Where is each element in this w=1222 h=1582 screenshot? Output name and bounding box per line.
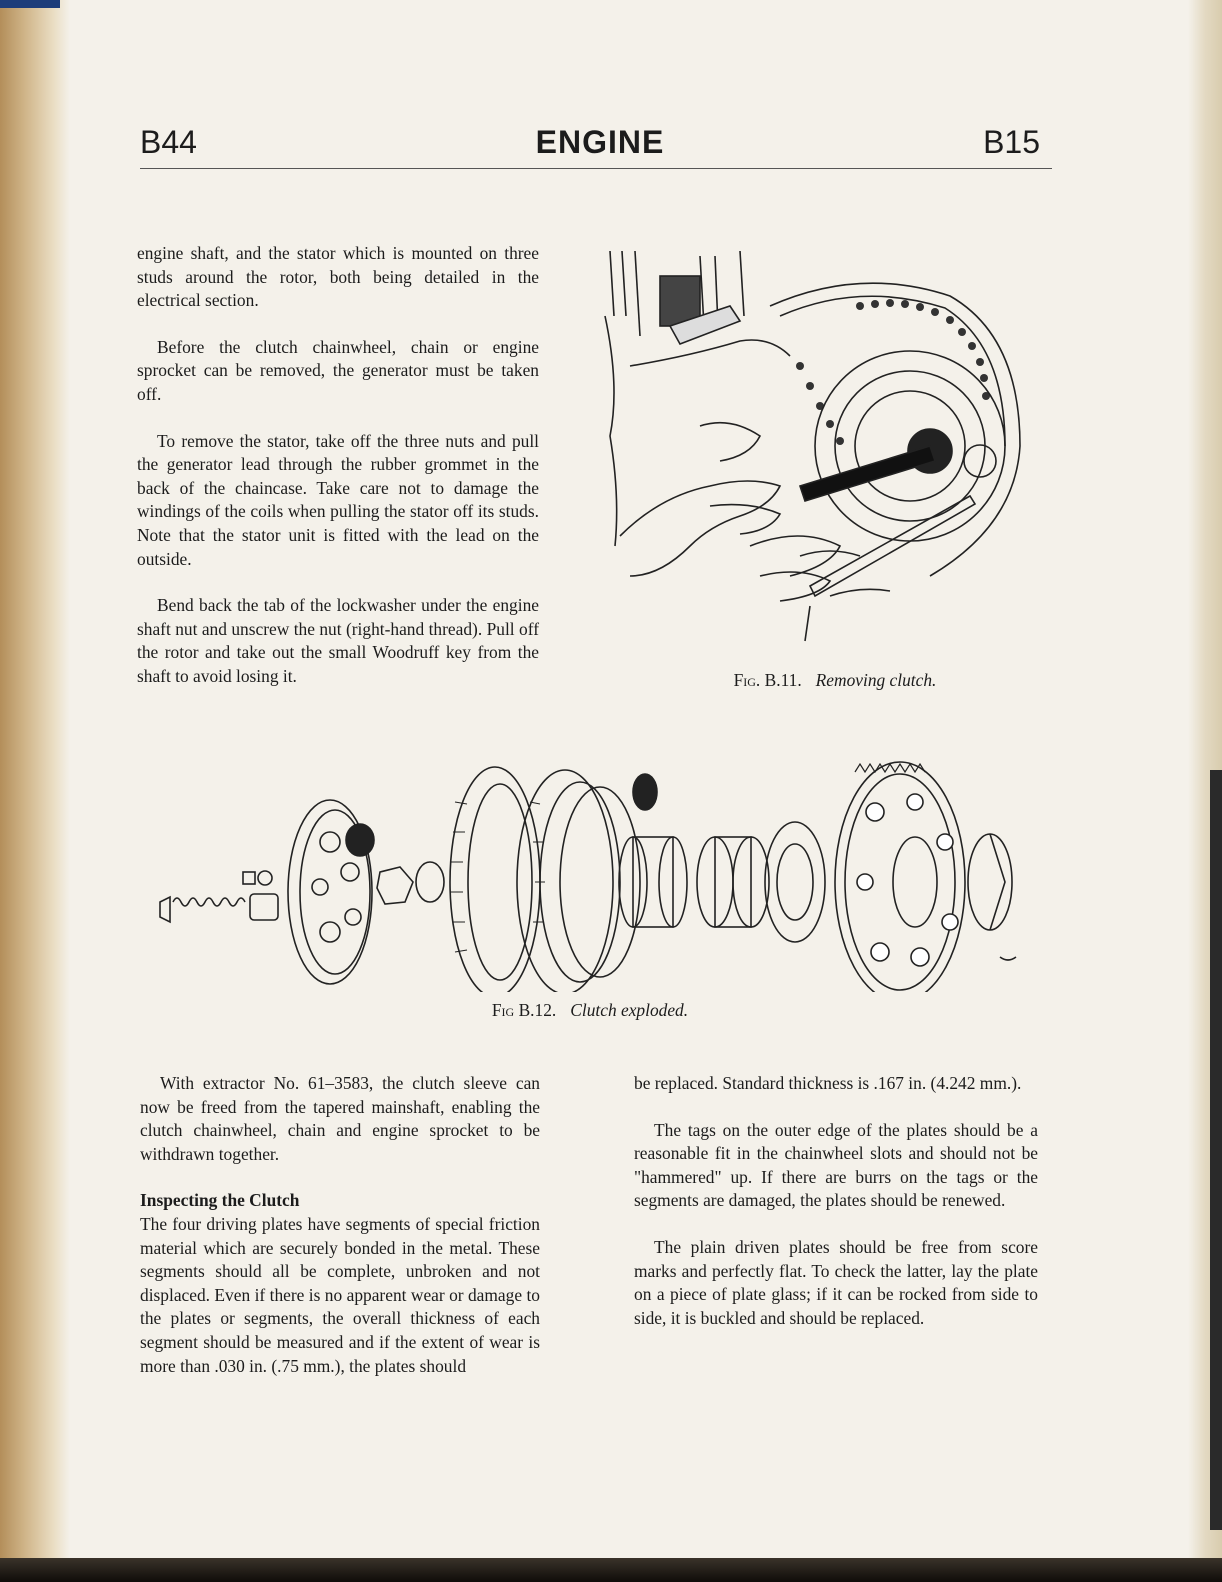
paragraph: With extractor No. 61–3583, the clutch sleeve can now be freed from the tapered mainshaft, enabling the clutch chainwheel, chain and engine sprocket to be withdrawn together. [140, 1073, 540, 1164]
figure1-caption-text: Removing clutch. [815, 670, 937, 690]
header-page-number: B15 [983, 124, 1040, 160]
section-heading: Inspecting the Clutch [140, 1190, 300, 1211]
figure2-caption [300, 1000, 880, 1021]
removing-clutch-illustration [600, 246, 1030, 646]
figure-clutch-exploded [155, 742, 1025, 992]
paragraph: engine shaft, and the stator which is mounted on three studs around the rotor, both being detailed in the electrical section. [137, 243, 539, 311]
scan-corner-mark [0, 0, 60, 8]
figure1-label: Fig. B.11. [733, 670, 802, 690]
paragraph: Bend back the tab of the lockwasher under the engine shaft nut and unscrew the nut (right-hand thread). Pull off the rotor and take out the small Woodruff key from the shaft to avoid losing it. [137, 595, 539, 686]
bottom-right-column [634, 1072, 1038, 1353]
paragraph: be replaced. Standard thickness is .167 in. (4.242 mm.). [634, 1073, 1022, 1093]
header-section-code: B44 [140, 124, 197, 160]
scan-bottom-edge [0, 1558, 1222, 1582]
page-right-edge [1188, 0, 1222, 1582]
figure-removing-clutch [600, 246, 1030, 646]
paragraph: Before the clutch chainwheel, chain or engine sprocket can be removed, the generator must be taken off. [137, 336, 539, 404]
page-title: ENGINE [535, 124, 665, 160]
paragraph: The plain driven plates should be free from score marks and perfectly flat. To check the latter, lay the plate on a piece of plate glass; if it can be rocked from side to side, it is buckled and should be replaced. [634, 1236, 1038, 1328]
scan-edge-dark [1210, 770, 1222, 1530]
top-text-column [137, 242, 539, 712]
clutch-exploded-illustration [155, 742, 1025, 992]
paragraph: The tags on the outer edge of the plates should be a reasonable fit in the chainwheel slots and should not be "hammered" up. If there are burrs on the tags or the segments are damaged, the plates should be renewed. [634, 1119, 1038, 1211]
figure1-caption [600, 670, 1070, 691]
bottom-left-column [140, 1072, 540, 1401]
paragraph: The four driving plates have segments of special friction material which are securely bonded in the metal. These segments should all be complete, unbroken and not displaced. Even if there is no apparent wear or damage to the plates or segments, the overall thickness of each segment should be measured and if the extent of wear is more than .030 in. (.75 mm.), the plates should [140, 1213, 540, 1376]
header-rule [140, 168, 1052, 169]
figure2-caption-text: Clutch exploded. [570, 1000, 689, 1020]
paragraph: To remove the stator, take off the three nuts and pull the generator lead through the rubber grommet in the back of the chaincase. Take care not to damage the windings of the coils when pulling the stator off its studs. Note that the stator unit is fitted with the lead on the outside. [137, 430, 539, 569]
book-spine-shadow [0, 0, 70, 1582]
figure2-label: Fig B.12. [491, 1000, 557, 1020]
